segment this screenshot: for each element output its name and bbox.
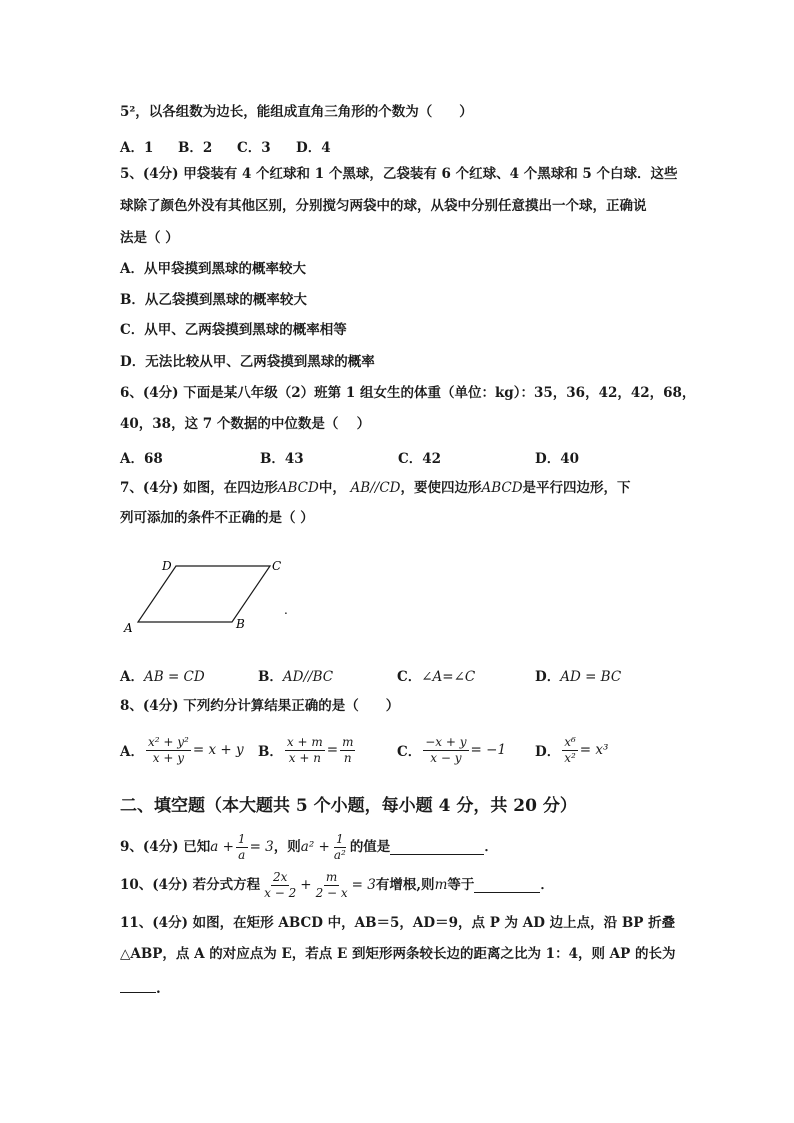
q10-d1: x − 2	[264, 885, 297, 900]
q6-line1: 6、(4分) 下面是某八年级（2）班第 1 组女生的体重（单位：kg）：35，36，42，42，68，	[120, 385, 696, 401]
q10-n2: m	[325, 869, 338, 884]
q7-mid: ，要使四边形	[400, 480, 482, 496]
q7-option-b	[258, 665, 333, 685]
q8-a-rhs: = x + y	[192, 742, 244, 758]
q10-mid: 有增根,则	[375, 877, 435, 893]
q8-option-d	[535, 730, 608, 770]
q10-prefix: 10、(4分) 若分式方程	[120, 877, 261, 893]
q8-b-num: x + m	[286, 734, 323, 749]
q4-option-c: C．3	[237, 140, 271, 156]
q7-option-c-math: ∠A=∠C	[421, 669, 476, 685]
q8-a-den: x + y	[152, 750, 185, 765]
q7-suffix: 是平行四边形，下	[522, 480, 631, 496]
q7-abcd-2: ABCD	[481, 480, 523, 496]
vertex-label-c: C	[272, 559, 282, 573]
q7-option-d-math: AD = BC	[560, 669, 622, 685]
q9-a: a +	[210, 839, 234, 855]
q5-line1: 5、(4分) 甲袋装有 4 个红球和 1 个黑球，乙袋装有 6 个红球、4 个黑球和 5 个白球．这些	[120, 166, 678, 182]
q8-b-rhs-fraction	[340, 735, 355, 766]
q8-c-den: x − y	[430, 750, 462, 765]
vertex-label-a: A	[124, 621, 133, 635]
q6-option-b: B．43	[260, 451, 304, 467]
q8-a-fraction	[146, 735, 191, 766]
q8-option-b-label: B．	[258, 744, 283, 760]
q10-end: ．	[540, 877, 554, 893]
q8-c-fraction	[423, 735, 468, 766]
q9-fden: a	[238, 847, 246, 862]
q8-b-rden: n	[343, 750, 352, 765]
q7-option-b-label: B．	[258, 669, 283, 685]
q8-b-rnum: m	[342, 734, 354, 749]
q10-n1: 2x	[273, 869, 288, 884]
parallelogram-abcd	[138, 566, 270, 622]
q5-option-b: B．从乙袋摸到黑球的概率较大	[120, 292, 307, 308]
section-2-heading: 二、填空题（本大题共 5 个小题，每小题 4 分，共 20 分）	[120, 796, 577, 816]
q4-option-a: A．1	[120, 140, 154, 156]
vertex-label-d: D	[162, 559, 172, 573]
q8-option-b	[258, 730, 357, 770]
q5-line3: 法是（ ）	[120, 230, 179, 246]
q10-fraction-2	[314, 870, 350, 901]
q5-option-c: C．从甲、乙两袋摸到黑球的概率相等	[120, 322, 347, 338]
q7-option-a-label: A．	[120, 669, 144, 685]
q7-line2: 列可添加的条件不正确的是（ ）	[120, 510, 314, 526]
q8-option-a	[120, 730, 244, 770]
q11-line1: 11、(4分) 如图，在矩形 ABCD 中，AB＝5，AD＝9，点 P 为 AD 边上点，沿 BP 折叠	[120, 915, 676, 931]
q8-option-a-label: A．	[120, 744, 144, 760]
q7-option-a-math: AB = CD	[143, 669, 205, 685]
q9-suffix: 的值是	[349, 839, 391, 855]
q7-line1	[120, 478, 631, 498]
q10-answer-blank	[474, 878, 540, 893]
q8-option-d-label: D．	[535, 744, 561, 760]
q7-zhong: 中，	[318, 480, 346, 496]
q7-parallelogram-figure	[118, 552, 298, 638]
q7-condition: AB//CD	[350, 480, 401, 496]
q9-fraction-1	[236, 832, 248, 863]
q6-option-c: C．42	[398, 451, 442, 467]
q6-line2: 40，38，这 7 个数据的中位数是（ ）	[120, 416, 371, 432]
q8-a-num: x² + y²	[147, 734, 189, 749]
q10-eq: = 3	[351, 877, 376, 893]
q9-mid: ，则	[273, 839, 301, 855]
q11-line3	[120, 978, 161, 999]
figure-dot: .	[284, 603, 288, 617]
q9-fraction-2	[332, 832, 348, 863]
q10-plus: +	[300, 877, 312, 893]
q8-option-c	[397, 730, 506, 770]
q11-answer-blank	[120, 978, 156, 993]
q9-line	[120, 830, 498, 864]
q9-eq: = 3	[249, 839, 274, 855]
q8-d-rhs: = x³	[579, 742, 609, 758]
q8-b-den: x + n	[288, 750, 321, 765]
q7-prefix: 7、(4分) 如图，在四边形	[120, 480, 278, 496]
q9-end: ．	[484, 839, 498, 855]
q8-c-num: −x + y	[425, 734, 467, 749]
q5-option-d: D．无法比较从甲、乙两袋摸到黑球的概率	[120, 354, 375, 370]
q4-stem: 5²，以各组数为边长，能组成直角三角形的个数为（ ）	[120, 104, 473, 120]
q10-fraction-1	[262, 870, 298, 901]
q8-option-c-label: C．	[397, 744, 422, 760]
q10-m: m	[434, 877, 448, 893]
q10-line	[120, 868, 554, 902]
q7-option-d	[535, 665, 621, 685]
q8-d-fraction	[562, 735, 578, 766]
q9-a2: a² +	[300, 839, 330, 855]
q9-prefix: 9、(4分) 已知	[120, 839, 211, 855]
q7-option-a	[120, 665, 205, 685]
q8-b-fraction	[285, 735, 325, 766]
q9-answer-blank	[390, 840, 484, 855]
q11-end: .	[156, 981, 161, 997]
q10-d2: 2 − x	[315, 885, 348, 900]
q8-d-num: x⁶	[564, 734, 576, 749]
q7-option-c	[397, 665, 475, 685]
q5-option-a: A．从甲袋摸到黑球的概率较大	[120, 261, 306, 277]
q7-option-c-label: C．	[397, 669, 422, 685]
q4-option-d: D．4	[296, 140, 331, 156]
q10-suffix: 等于	[447, 877, 475, 893]
q7-option-b-math: AD//BC	[282, 669, 334, 685]
q8-stem: 8、(4分) 下列约分计算结果正确的是（ ）	[120, 698, 400, 714]
q7-option-d-label: D．	[535, 669, 561, 685]
vertex-label-b: B	[236, 617, 245, 631]
q8-d-den: x²	[564, 750, 576, 765]
q9-gden: a²	[333, 847, 346, 862]
q11-line2: △ABP，点 A 的对应点为 E，若点 E 到矩形两条较长边的距离之比为 1：4，则 AP 的长为	[120, 946, 676, 962]
q5-line2: 球除了颜色外没有其他区别，分别搅匀两袋中的球，从袋中分别任意摸出一个球，正确说	[120, 198, 647, 214]
q6-option-a: A．68	[120, 451, 163, 467]
q9-gnum: 1	[336, 831, 344, 846]
q7-abcd: ABCD	[277, 480, 319, 496]
q6-option-d: D．40	[535, 451, 579, 467]
q8-c-rhs: = −1	[470, 742, 507, 758]
q8-b-eq: =	[326, 742, 339, 758]
q4-option-b: B．2	[178, 140, 213, 156]
q9-fnum: 1	[237, 831, 246, 846]
